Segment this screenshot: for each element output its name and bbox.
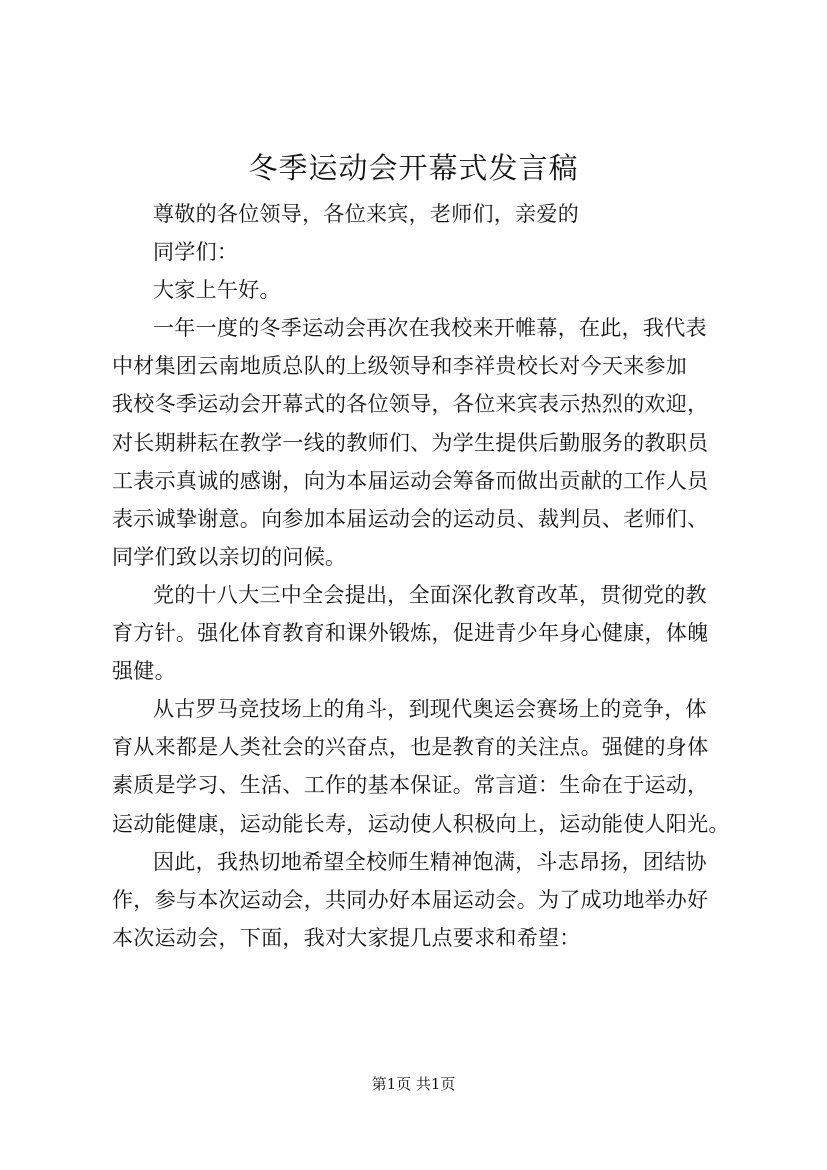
text-line: 强健。 <box>112 659 176 684</box>
page-footer: 第1页 共1页 <box>371 1075 456 1093</box>
text-line: 党的十八大三中全会提出，全面深化教育改革，贯彻党的教 <box>153 582 707 607</box>
document-title: 冬季运动会开幕式发言稿 <box>248 151 579 185</box>
document-body <box>112 195 742 957</box>
text-line: 因此，我热切地希望全校师生精神饱满，斗志昂扬，团结协 <box>153 849 707 874</box>
text-line: 运动能健康，运动能长寿，运动使人积极向上，运动能使人阳光。 <box>112 811 730 836</box>
text-line: 尊敬的各位领导，各位来宾，老师们，亲爱的 <box>153 202 579 226</box>
text-line: 中材集团云南地质总队的上级领导和李祥贵校长对今天来参加 <box>112 354 688 379</box>
text-line: 工表示真诚的感谢，向为本届运动会筹备而做出贡献的工作人员 <box>112 468 709 493</box>
text-line: 大家上午好。 <box>153 278 281 303</box>
text-line: 我校冬季运动会开幕式的各位领导，各位来宾表示热烈的欢迎， <box>112 392 709 417</box>
text-line: 素质是学习、生活、工作的基本保证。常言道：生命在于运动， <box>112 773 709 798</box>
text-line: 同学们致以亲切的问候。 <box>112 544 347 569</box>
text-line: 一年一度的冬季运动会再次在我校来开帷幕，在此，我代表 <box>153 316 707 341</box>
text-line: 育方针。强化体育教育和课外锻炼，促进青少年身心健康，体魄 <box>112 621 709 646</box>
text-line: 表示诚挚谢意。向参加本届运动会的运动员、裁判员、老师们、 <box>112 506 709 531</box>
text-line: 作，参与本次运动会，共同办好本届运动会。为了成功地举办好 <box>112 887 709 912</box>
text-line: 本次运动会，下面，我对大家提几点要求和希望： <box>112 925 581 950</box>
text-line: 同学们： <box>153 240 239 265</box>
text-line: 对长期耕耘在教学一线的教师们、为学生提供后勤服务的教职员 <box>112 430 709 455</box>
text-line: 从古罗马竞技场上的角斗，到现代奥运会赛场上的竞争，体 <box>153 697 707 722</box>
text-line: 育从来都是人类社会的兴奋点，也是教育的关注点。强健的身体 <box>112 735 709 760</box>
